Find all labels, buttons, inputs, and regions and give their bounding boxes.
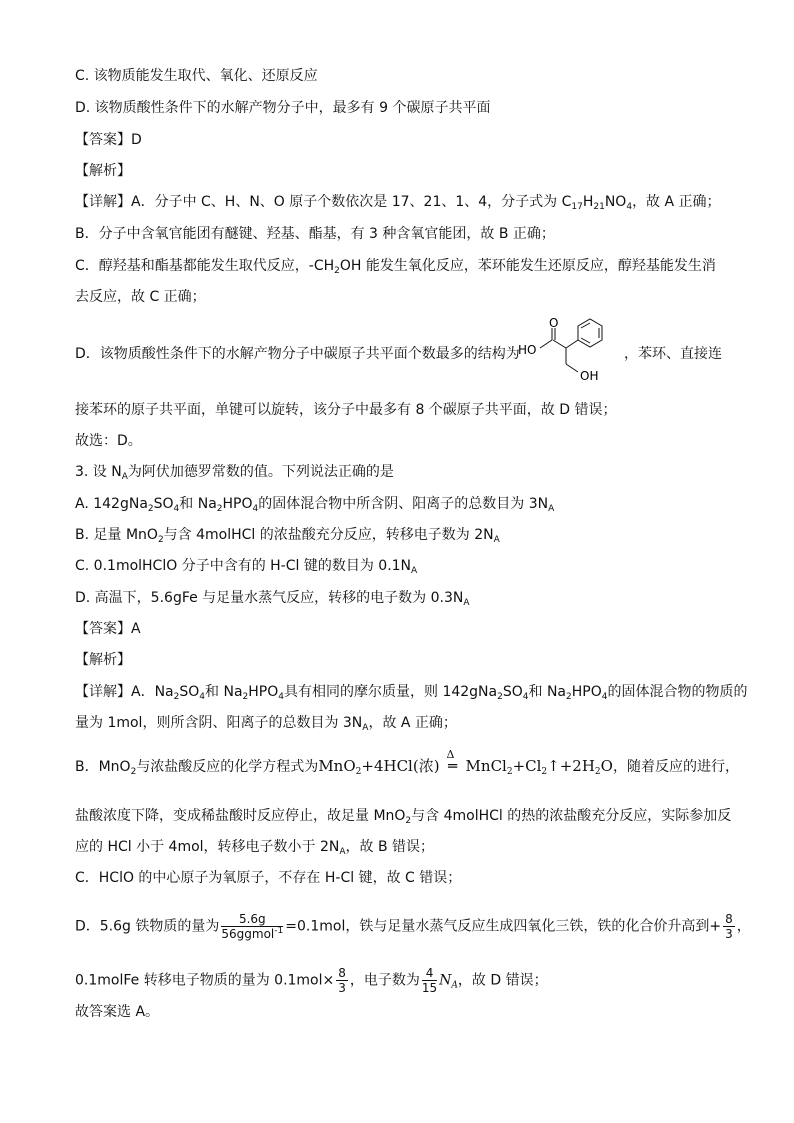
q3-detail-a-line2: 量为 1mol，则所含阴、阳离子的总数目为 $3N_A$，故 A 正确； bbox=[75, 715, 457, 733]
label-oh: OH bbox=[580, 369, 599, 383]
bond-ho-c bbox=[540, 340, 552, 348]
q3-answer-line bbox=[75, 620, 141, 638]
q3-detail-b-line3: 应的 HCl 小于 4mol，转移电子数小于 $2N_A$，故 B 错误； bbox=[75, 839, 435, 857]
chemical-equation: MnO$_2$+4HCl(浓) Δ ═ $MnCl_2+Cl_2↑+2H_2O$ bbox=[318, 748, 613, 777]
bond-ch-ring bbox=[566, 340, 578, 348]
q3-option-b: B. 足量 MnO$_2$与含 4molHCl 的浓盐酸充分反应，转移电子数为 $2N_A$ bbox=[75, 527, 500, 545]
answer-label: 【答案】 bbox=[75, 621, 131, 637]
fraction-four-fifteenths: $\frac{4}{15}$ bbox=[421, 966, 438, 995]
detail-b: B．分子中含氧官能团有醚键、羟基、酯基，有 3 种含氧官能团，故 B 正确； bbox=[75, 226, 555, 242]
q3-final: 故答案选 A。 bbox=[75, 1004, 160, 1020]
q3-detail-d-line1: D．5.6g 铁物质的量为 $\frac{5.6g}{56ggmol^{-1}}$ =0.1mol，铁与足量水蒸气反应生成四氧化三铁，铁的化合价升高到+ $\frac{8}{3}$ ， bbox=[75, 912, 751, 941]
detail-d-line2: 接苯环的原子共平面，单键可以旋转，该分子中最多有 8 个碳原子共平面，故 D 错误； bbox=[75, 402, 617, 418]
answer-value: D bbox=[131, 132, 142, 148]
detail-label: 【详解】 bbox=[75, 194, 131, 210]
q3-analysis-label: 【解析】 bbox=[75, 652, 131, 668]
q3-detail-b-line1: B．MnO$_2$与浓盐酸反应的化学方程式为MnO$_2$+4HCl(浓) Δ ═ $MnCl_2+Cl_2↑+2H_2O$，随着反应的进行， bbox=[75, 748, 739, 777]
detail-d-line1-post: ，苯环、直接连 bbox=[624, 346, 722, 362]
detail-d-line1-pre: D．该物质酸性条件下的水解产物分子中碳原子共平面个数最多的结构为 bbox=[75, 346, 520, 362]
q3-detail-a-line1: 【详解】A．$Na_2SO_4$和 $Na_2HPO_4$具有相同的摩尔质量，则 $142gNa_2SO_4$和 $Na_2HPO_4$的固体混合物的物质的 bbox=[75, 684, 748, 702]
heat-equals-sign: Δ ═ bbox=[446, 748, 458, 775]
bond-ch2-oh bbox=[566, 364, 578, 372]
analysis-label: 【解析】 bbox=[75, 163, 131, 179]
q3-option-c: C. 0.1molHClO 分子中含有的 H-Cl 键的数目为 $0.1N_A$ bbox=[75, 558, 418, 576]
detail-c-line1: C．醇羟基和酯基都能发生取代反应，$-CH_2OH$ 能发生氧化反应，苯环能发生还原反应，醇羟基能发生消 bbox=[75, 258, 716, 276]
q3-detail-c: C．HClO 的中心原子为氧原子，不存在 H-Cl 键，故 C 错误； bbox=[75, 870, 462, 886]
fraction-eight-thirds-2: $\frac{8}{3}$ bbox=[338, 966, 346, 995]
label-o: O bbox=[549, 318, 559, 330]
q3-stem: 3. 设 $N_A$为阿伏加德罗常数的值。下列说法正确的是 bbox=[75, 464, 394, 482]
answer-label: 【答案】 bbox=[75, 132, 131, 148]
detail-label: 【详解】 bbox=[75, 684, 131, 700]
detail-a: 【详解】A．分子中 C、H、N、O 原子个数依次是 17、21、1、4，分子式为 $C_{17}H_{21}NO_4$，故 A 正确； bbox=[75, 194, 721, 212]
fraction-mass-over-molar: $\frac{5.6g}{56ggmol^{-1}}$ bbox=[221, 912, 284, 941]
detail-c-line2: 去反应，故 C 正确； bbox=[75, 289, 206, 305]
option-d: D. 该物质酸性条件下的水解产物分子中，最多有 9 个碳原子共平面 bbox=[75, 100, 491, 116]
q3-detail-b-line2: 盐酸浓度下降，变成稀盐酸时反应停止，故足量 MnO$_2$与含 4molHCl 的热的浓盐酸充分反应，实际参加反 bbox=[75, 808, 732, 826]
fraction-eight-thirds: $\frac{8}{3}$ bbox=[725, 912, 733, 941]
option-c: C. 该物质能发生取代、氧化、还原反应 bbox=[75, 68, 318, 84]
label-ho: HO bbox=[518, 343, 537, 357]
bond-c-ch bbox=[553, 340, 566, 348]
q3-option-d: D. 高温下，5.6gFe 与足量水蒸气反应，转移的电子数为 $0.3N_A$ bbox=[75, 590, 470, 608]
answer-line bbox=[75, 131, 142, 149]
choose-line: 故选：D。 bbox=[75, 433, 142, 449]
q3-detail-d-line2: 0.1molFe 转移电子物质的量为 0.1mol× $\frac{8}{3}$ ，电子数为 $\frac{4}{15}$ $N_A$，故 D 错误； bbox=[75, 966, 548, 995]
answer-value: A bbox=[131, 621, 141, 637]
structure-diagram bbox=[518, 318, 622, 388]
q3-option-a: A. $142gNa_2SO_4$和 $Na_2HPO_4$的固体混合物中所含阴、阳离子的总数目为 $3N_A$ bbox=[75, 496, 555, 514]
